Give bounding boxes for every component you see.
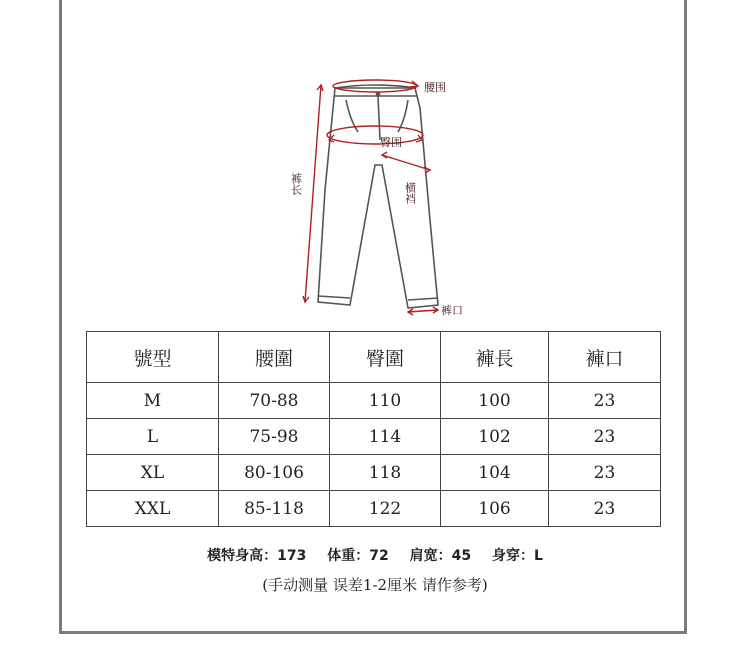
trousers-outline xyxy=(318,85,438,308)
header-waist: 腰圍 xyxy=(219,332,330,383)
cell-size: XL xyxy=(87,455,219,491)
length-label: 裤长 xyxy=(289,173,303,195)
cell-size: XXL xyxy=(87,491,219,527)
model-wearing: 身穿：L xyxy=(491,548,543,564)
header-size: 號型 xyxy=(87,332,219,383)
trousers-diagram xyxy=(290,70,480,325)
header-hem: 褲口 xyxy=(549,332,661,383)
model-height: 模特身高：173 xyxy=(207,548,307,564)
table-row xyxy=(87,491,661,527)
cell-hem: 23 xyxy=(549,455,661,491)
cell-size: L xyxy=(87,419,219,455)
model-weight: 体重：72 xyxy=(327,548,389,564)
waist-label: 腰围 xyxy=(424,81,446,94)
thigh-label-group xyxy=(404,181,417,205)
table-row xyxy=(87,383,661,419)
cell-length: 106 xyxy=(441,491,549,527)
size-chart-table xyxy=(86,331,661,527)
cell-waist: 80-106 xyxy=(219,455,330,491)
cell-hem: 23 xyxy=(549,419,661,455)
hip-label: 臀围 xyxy=(380,136,402,149)
table-row xyxy=(87,419,661,455)
measure-arrows xyxy=(303,80,438,315)
hem-arrow xyxy=(408,310,438,312)
header-length: 褲長 xyxy=(441,332,549,383)
table-header-row xyxy=(87,332,661,383)
header-hip: 臀圍 xyxy=(330,332,441,383)
cell-hip: 110 xyxy=(330,383,441,419)
thigh-label: 横裆 xyxy=(403,182,417,204)
cell-hem: 23 xyxy=(549,491,661,527)
table-row xyxy=(87,455,661,491)
cell-hem: 23 xyxy=(549,383,661,419)
cell-size: M xyxy=(87,383,219,419)
hip-arrow xyxy=(327,126,423,144)
trousers-illustration xyxy=(290,70,480,325)
model-info xyxy=(0,545,750,565)
cell-hip: 114 xyxy=(330,419,441,455)
length-label-group xyxy=(290,172,303,196)
cell-waist: 85-118 xyxy=(219,491,330,527)
cell-length: 100 xyxy=(441,383,549,419)
measurement-footnote: (手动测量 误差1-2厘米 请作参考) xyxy=(262,576,488,594)
cell-hip: 118 xyxy=(330,455,441,491)
cell-waist: 70-88 xyxy=(219,383,330,419)
cell-length: 102 xyxy=(441,419,549,455)
length-arrow xyxy=(305,85,321,302)
model-shoulder: 肩宽：45 xyxy=(409,548,472,564)
hem-label: 裤口 xyxy=(441,304,463,317)
cell-waist: 75-98 xyxy=(219,419,330,455)
thigh-arrow xyxy=(382,155,430,170)
cell-hip: 122 xyxy=(330,491,441,527)
cell-length: 104 xyxy=(441,455,549,491)
